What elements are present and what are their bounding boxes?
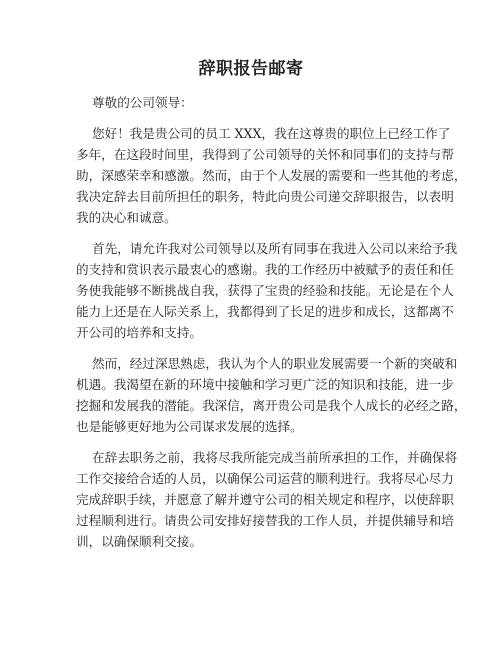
paragraph-1-line-1: 您好！我是贵公司的员工 XXX，我在这尊贵的职位上已经工作了 — [92, 126, 451, 141]
paragraph-1-line-3: 助，深感荣幸和感激。然而，由于个人发展的需要和一些其他的考虑， — [76, 168, 467, 183]
paragraph-2-line-2: 的支持和赏识表示最衷心的感谢。我的工作经历中被赋予的责任和任 — [76, 262, 454, 277]
paragraph-2-line-4: 能力上还是在人际关系上，我都得到了长足的进步和成长，这都离不 — [76, 304, 454, 319]
paragraph-3-line-4: 也是能够更好地为公司谋求发展的选择。 — [76, 419, 303, 434]
paragraph-3-line-3: 挖掘和发展我的潜能。我深信，离开贵公司是我个人成长的必经之路， — [76, 398, 467, 413]
paragraph-4-line-3: 完成辞职手续，并愿意了解并遵守公司的相关规定和程序，以使辞职 — [76, 492, 454, 507]
paragraph-4-line-2: 工作交接给合适的人员，以确保公司运营的顺利进行。我将尽心尽力 — [76, 471, 454, 486]
paragraph-1-line-4: 我决定辞去目前所担任的职务，特此向贵公司递交辞职报告，以表明 — [76, 189, 454, 204]
paragraph-4-line-5: 训，以确保顺利交接。 — [76, 534, 202, 549]
paragraph-4-line-4: 过程顺利进行。请贵公司安排好接替我的工作人员，并提供辅导和培 — [76, 513, 454, 528]
paragraph-2-line-3: 务使我能够不断挑战自我，获得了宝贵的经验和技能。无论是在个人 — [76, 283, 454, 298]
paragraph-2-line-1: 首先，请允许我对公司领导以及所有同事在我进入公司以来给予我 — [92, 241, 458, 256]
paragraph-1-line-2: 多年，在这段时间里，我得到了公司领导的关怀和同事们的支持与帮 — [76, 147, 454, 162]
paragraph-4-line-1: 在辞去职务之前，我将尽我所能完成当前所承担的工作，并确保将 — [92, 450, 458, 465]
paragraph-2-line-5: 开公司的培养和支持。 — [76, 325, 202, 340]
paragraph-3-line-1: 然而，经过深思熟虑，我认为个人的职业发展需要一个新的突破和 — [92, 356, 458, 371]
paragraph-3-line-2: 机遇。我渴望在新的环境中接触和学习更广泛的知识和技能，进一步 — [76, 377, 454, 392]
document-title: 辞职报告邮寄 — [198, 59, 304, 79]
salutation: 尊敬的公司领导： — [92, 95, 193, 110]
paragraph-1-line-5: 我的决心和诚意。 — [76, 210, 177, 225]
